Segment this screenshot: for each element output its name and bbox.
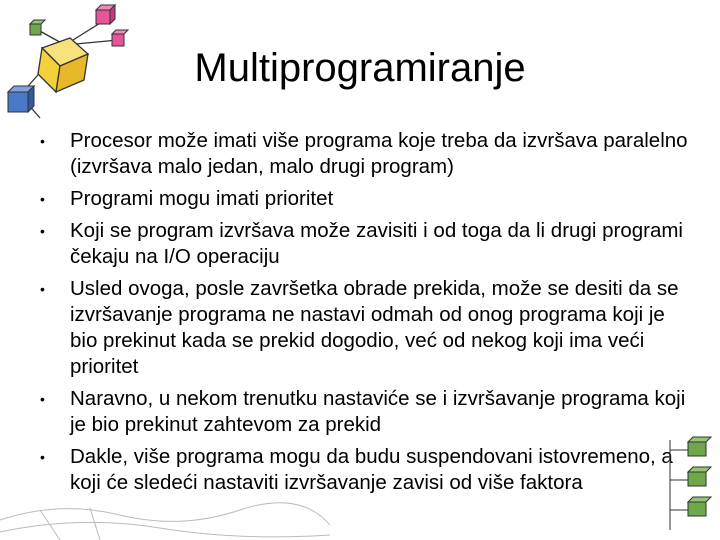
bullet-text: Usled ovoga, posle završetka obrade prekida, može se desiti da se izvršavanje programa ne nastavi odmah od onog programa koji je bio prekinut kada se prekid dogodio, već od nekog koji ima veći prioritet [70, 277, 679, 378]
bullet-text: Koji se program izvršava može zavisiti i od toga da li drugi programi čekaju na I/O operaciju [70, 219, 683, 268]
list-item [40, 218, 690, 270]
bullet-icon: • [40, 449, 45, 465]
list-item [40, 128, 690, 180]
page-title: Multiprogramiranje [194, 46, 526, 90]
green-blocks-icon [660, 430, 720, 540]
bullet-list [40, 128, 690, 502]
bullet-text: Programi mogu imati prioritet [70, 187, 334, 210]
bullet-icon: • [40, 191, 45, 207]
list-item [40, 276, 690, 380]
bullet-text: Dakle, više programa mogu da budu suspendovani istovremeno, a koji će sledeći nastaviti izvršavanje zavisi od više faktora [70, 445, 673, 494]
bullet-icon: • [40, 281, 45, 297]
bullet-icon: • [40, 133, 45, 149]
sketch-lines-icon [0, 480, 330, 540]
list-item [40, 386, 690, 438]
list-item [40, 186, 690, 212]
bullet-text: Procesor može imati više programa koje treba da izvršava paralelno (izvršava malo jedan, malo drugi program) [70, 129, 688, 178]
bullet-icon: • [40, 391, 45, 407]
network-cubes-icon [0, 0, 135, 125]
bullet-text: Naravno, u nekom trenutku nastaviće se i izvršavanje programa koji je bio prekinut zahtevom za prekid [70, 387, 686, 436]
bullet-icon: • [40, 223, 45, 239]
